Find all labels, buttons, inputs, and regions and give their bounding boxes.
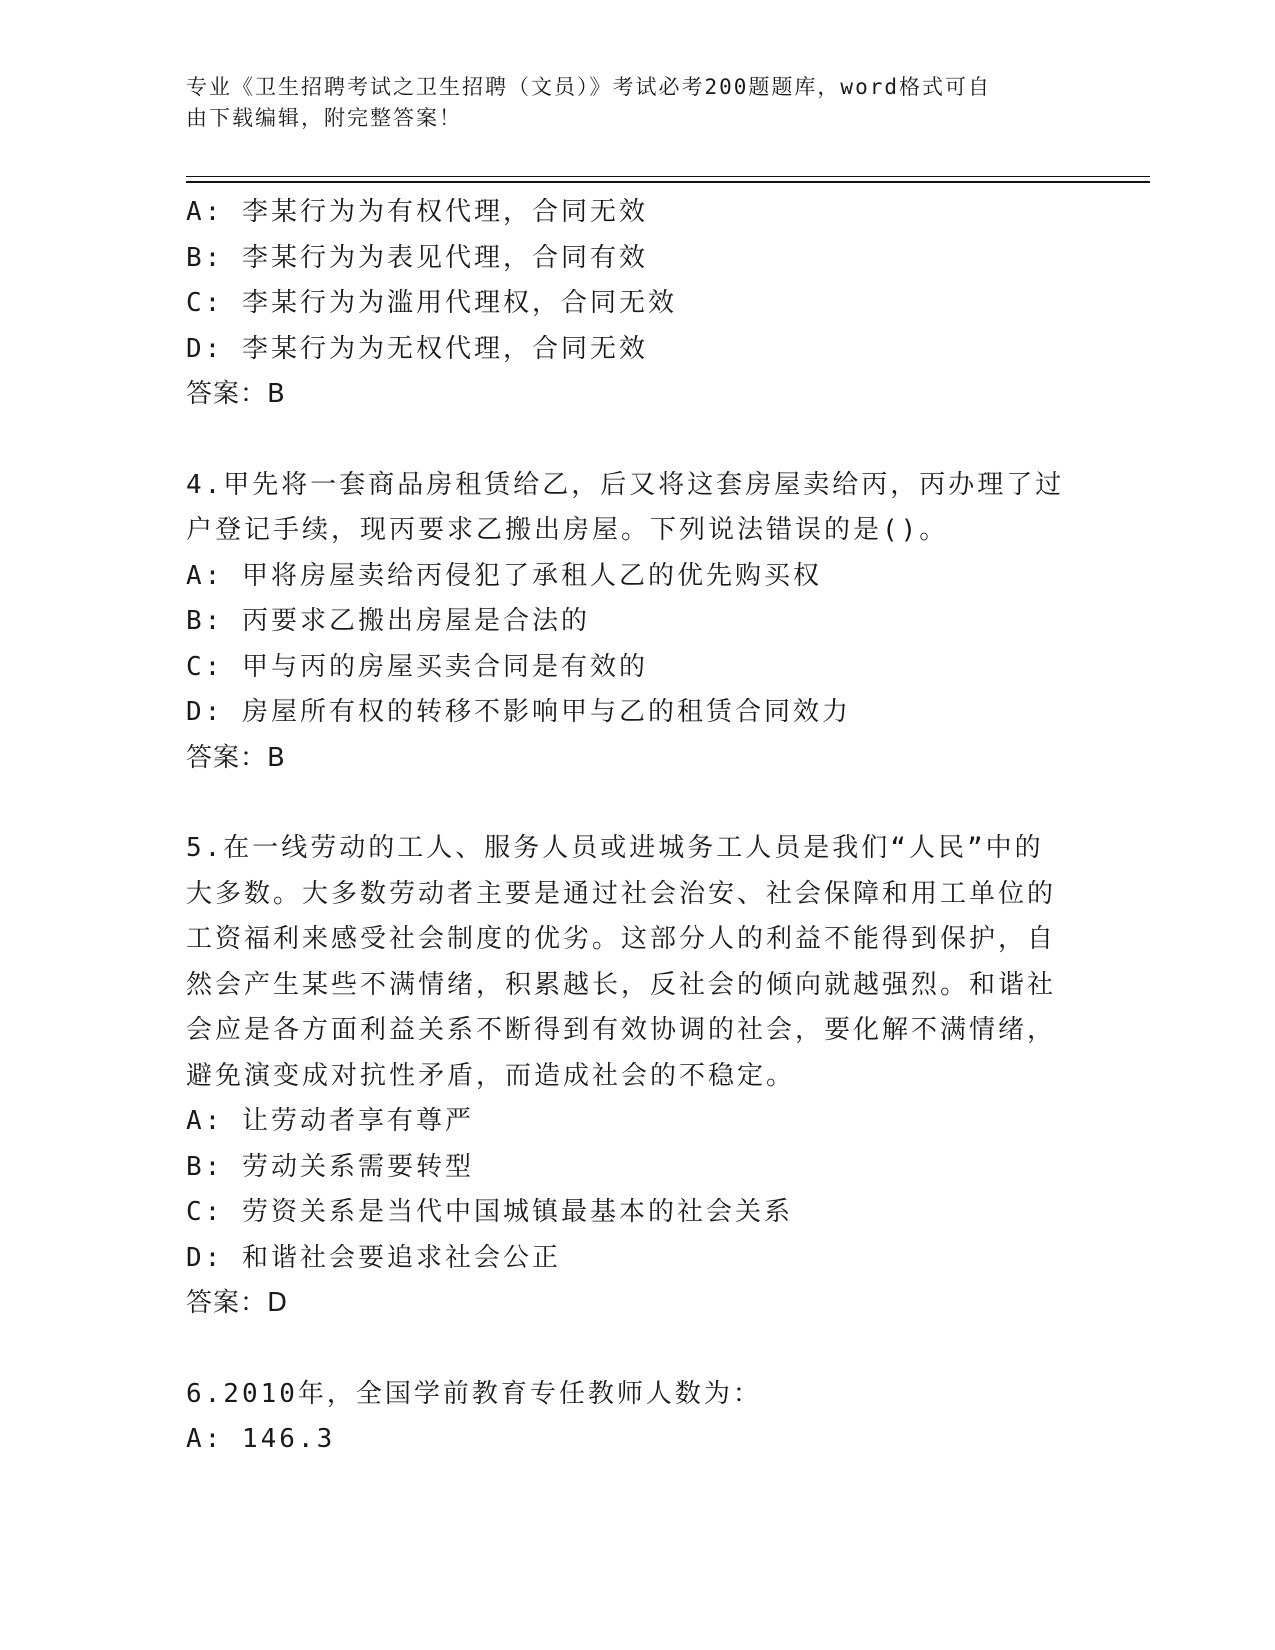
question-stem-line: 会应是各方面利益关系不断得到有效协调的社会，要化解不满情绪，: [186, 1015, 1057, 1045]
question-content: [186, 190, 1066, 1463]
question-3: [186, 190, 1066, 418]
answer-line: 答案：B: [186, 742, 286, 773]
question-6: [186, 1372, 1066, 1463]
option-a: A: 李某行为为有权代理，合同无效: [186, 197, 648, 227]
question-stem-line: 大多数。大多数劳动者主要是通过社会治安、社会保障和用工单位的: [186, 878, 1057, 909]
option-a: A: 让劳动者享有尊严: [186, 1106, 474, 1136]
answer-line: 答案：D: [186, 1288, 289, 1318]
header-divider-thick: [186, 181, 1150, 183]
option-b: B: 劳动关系需要转型: [186, 1151, 474, 1182]
question-gap: [186, 418, 1066, 463]
option-b: B: 丙要求乙搬出房屋是合法的: [186, 606, 590, 636]
option-c: C: 劳资关系是当代中国城镇最基本的社会关系: [186, 1197, 793, 1227]
header-divider-thin: [186, 176, 1150, 177]
option-b: B: 李某行为为表见代理，合同有效: [186, 242, 648, 273]
option-a: A: 146.3: [186, 1424, 336, 1454]
question-stem-line: 5.在一线劳动的工人、服务人员或进城务工人员是我们“人民”中的: [186, 833, 1044, 863]
option-c: C: 甲与丙的房屋买卖合同是有效的: [186, 651, 648, 682]
option-d: D: 房屋所有权的转移不影响甲与乙的租赁合同效力: [186, 697, 851, 727]
question-5: [186, 826, 1066, 1327]
header-line-2: 由下载编辑，附完整答案！: [186, 106, 462, 130]
document-header: [186, 72, 1066, 134]
question-stem-line: 户登记手续，现丙要求乙搬出房屋。下列说法错误的是()。: [186, 515, 949, 545]
question-stem-line: 然会产生某些不满情绪，积累越长，反社会的倾向就越强烈。和谐社: [186, 969, 1057, 1000]
question-gap: [186, 781, 1066, 826]
answer-line: 答案：B: [186, 379, 286, 409]
option-a: A: 甲将房屋卖给丙侵犯了承租人乙的优先购买权: [186, 560, 822, 591]
header-line-1: 专业《卫生招聘考试之卫生招聘（文员）》考试必考200题题库，word格式可自: [186, 75, 991, 99]
question-stem-line: 4.甲先将一套商品房租赁给乙，后又将这套房屋卖给丙，丙办理了过: [186, 469, 1065, 500]
question-gap: [186, 1327, 1066, 1372]
question-stem-line: 避免演变成对抗性矛盾，而造成社会的不稳定。: [186, 1060, 796, 1091]
option-d: D: 和谐社会要追求社会公正: [186, 1242, 561, 1273]
question-stem-line: 6.2010年，全国学前教育专任教师人数为：: [186, 1378, 762, 1409]
question-4: [186, 463, 1066, 782]
option-d: D: 李某行为为无权代理，合同无效: [186, 333, 648, 364]
option-c: C: 李某行为为滥用代理权，合同无效: [186, 288, 677, 318]
question-stem-line: 工资福利来感受社会制度的优劣。这部分人的利益不能得到保护，自: [186, 924, 1057, 954]
